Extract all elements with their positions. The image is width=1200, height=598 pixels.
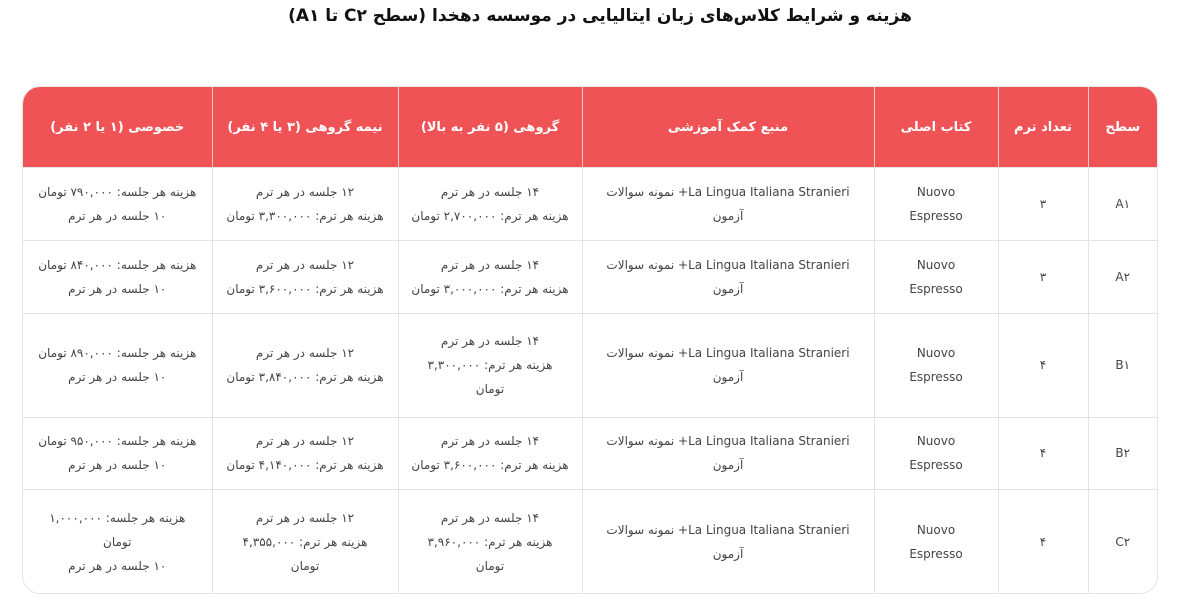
semi-group-price-cell: [212, 417, 398, 490]
table-row: [23, 417, 1157, 490]
terms-cell: [998, 168, 1088, 241]
private-price-line: ۱۰ جلسه در هر ترم: [68, 558, 167, 573]
level-value: C۲: [1115, 534, 1131, 549]
level-cell: [1088, 240, 1157, 313]
group-price-line: ۱۴ جلسه در هر ترم: [440, 184, 540, 199]
terms-cell: [998, 313, 1088, 417]
private-price-line: ۱۰ جلسه در هر ترم: [68, 208, 167, 223]
private-price-line: هزینه هر جلسه: ۹۵۰,۰۰۰ تومان: [38, 434, 197, 449]
semi-group-price-line: هزینه هر ترم: ۳,۸۴۰,۰۰۰ تومان: [226, 370, 384, 385]
main-book-cell: [874, 417, 998, 490]
group-price-cell: [398, 417, 582, 490]
private-price-line: ۱۰ جلسه در هر ترم: [68, 281, 167, 296]
header-main-book: کتاب اصلی: [874, 87, 998, 168]
private-price-line: هزینه هر جلسه: ۸۴۰,۰۰۰ تومان: [38, 257, 197, 272]
main-book-cell: [874, 168, 998, 241]
terms-cell: [998, 490, 1088, 593]
resource-line: La Lingua Italiana Stranieri+ نمونه سوالات: [606, 257, 850, 272]
resource-line: آزمون: [712, 281, 744, 296]
table-row: [23, 490, 1157, 593]
header-private: خصوصی (۱ یا ۲ نفر): [23, 87, 212, 168]
private-price-line: هزینه هر جلسه: ۷۹۰,۰۰۰ تومان: [38, 184, 197, 199]
book-line: Espresso: [909, 546, 963, 561]
terms-value: ۴: [1039, 534, 1047, 549]
group-price-line: هزینه هر ترم: ۲,۷۰۰,۰۰۰ تومان: [411, 208, 569, 223]
private-price-cell: [23, 240, 212, 313]
book-line: Nuovo: [916, 522, 956, 537]
pricing-table: [22, 86, 1158, 594]
semi-group-price-line: ۱۲ جلسه در هر ترم: [255, 346, 355, 361]
private-price-cell: [23, 313, 212, 417]
level-cell: [1088, 417, 1157, 490]
book-line: Espresso: [909, 370, 963, 385]
header-resource: منبع کمک آموزشی: [582, 87, 874, 168]
main-book-cell: [874, 240, 998, 313]
resource-line: آزمون: [712, 208, 744, 223]
resource-line: آزمون: [712, 546, 744, 561]
semi-group-price-line: هزینه هر ترم: ۳,۳۰۰,۰۰۰ تومان: [226, 208, 384, 223]
semi-group-price-line: ۱۲ جلسه در هر ترم: [255, 184, 355, 199]
group-price-cell: [398, 168, 582, 241]
terms-value: ۳: [1039, 269, 1047, 284]
table-header-row: [23, 87, 1157, 168]
book-line: Espresso: [909, 458, 963, 473]
table-row: [23, 313, 1157, 417]
resource-cell: [582, 313, 874, 417]
group-price-line: تومان: [475, 558, 505, 573]
group-price-line: ۱۴ جلسه در هر ترم: [440, 434, 540, 449]
resource-line: La Lingua Italiana Stranieri+ نمونه سوالات: [606, 346, 850, 361]
level-value: A۲: [1115, 269, 1131, 284]
resource-cell: [582, 240, 874, 313]
semi-group-price-line: ۱۲ جلسه در هر ترم: [255, 434, 355, 449]
resource-cell: [582, 168, 874, 241]
private-price-line: ۱۰ جلسه در هر ترم: [68, 370, 167, 385]
terms-cell: [998, 240, 1088, 313]
semi-group-price-line: هزینه هر ترم: ۴,۳۵۵,۰۰۰: [242, 534, 368, 549]
group-price-cell: [398, 240, 582, 313]
terms-value: ۴: [1039, 446, 1047, 461]
level-cell: [1088, 490, 1157, 593]
semi-group-price-cell: [212, 313, 398, 417]
private-price-line: هزینه هر جلسه: ۱,۰۰۰,۰۰۰: [49, 510, 186, 525]
private-price-cell: [23, 490, 212, 593]
resource-line: آزمون: [712, 370, 744, 385]
group-price-line: تومان: [475, 382, 505, 397]
semi-group-price-line: هزینه هر ترم: ۴,۱۴۰,۰۰۰ تومان: [226, 458, 384, 473]
private-price-line: تومان: [103, 534, 132, 549]
table-row: [23, 168, 1157, 241]
group-price-line: ۱۴ جلسه در هر ترم: [440, 334, 540, 349]
resource-cell: [582, 490, 874, 593]
semi-group-price-line: ۱۲ جلسه در هر ترم: [255, 510, 355, 525]
group-price-line: هزینه هر ترم: ۳,۹۶۰,۰۰۰: [427, 534, 553, 549]
semi-group-price-line: ۱۲ جلسه در هر ترم: [255, 257, 355, 272]
group-price-line: هزینه هر ترم: ۳,۳۰۰,۰۰۰: [427, 358, 553, 373]
resource-line: La Lingua Italiana Stranieri+ نمونه سوالات: [606, 184, 850, 199]
header-terms: تعداد ترم: [998, 87, 1088, 168]
level-cell: [1088, 313, 1157, 417]
level-value: A۱: [1115, 196, 1131, 211]
book-line: Espresso: [909, 208, 963, 223]
semi-group-price-cell: [212, 490, 398, 593]
book-line: Nuovo: [916, 346, 956, 361]
resource-line: La Lingua Italiana Stranieri+ نمونه سوالات: [606, 434, 850, 449]
book-line: Espresso: [909, 281, 963, 296]
book-line: Nuovo: [916, 184, 956, 199]
header-group: گروهی (۵ نفر به بالا): [398, 87, 582, 168]
header-level: سطح: [1088, 87, 1157, 168]
header-semi-group: نیمه گروهی (۳ یا ۴ نفر): [212, 87, 398, 168]
private-price-cell: [23, 417, 212, 490]
group-price-line: هزینه هر ترم: ۳,۶۰۰,۰۰۰ تومان: [411, 458, 569, 473]
semi-group-price-cell: [212, 168, 398, 241]
main-book-cell: [874, 313, 998, 417]
resource-line: La Lingua Italiana Stranieri+ نمونه سوالات: [606, 522, 850, 537]
group-price-line: ۱۴ جلسه در هر ترم: [440, 257, 540, 272]
private-price-line: هزینه هر جلسه: ۸۹۰,۰۰۰ تومان: [38, 346, 197, 361]
table-row: [23, 240, 1157, 313]
resource-line: آزمون: [712, 458, 744, 473]
group-price-line: ۱۴ جلسه در هر ترم: [440, 510, 540, 525]
private-price-line: ۱۰ جلسه در هر ترم: [68, 458, 167, 473]
private-price-cell: [23, 168, 212, 241]
resource-cell: [582, 417, 874, 490]
group-price-cell: [398, 490, 582, 593]
terms-value: ۴: [1039, 358, 1047, 373]
page-title: هزینه و شرایط کلاس‌های زبان ایتالیایی در موسسه دهخدا (سطح C۲ تا A۱): [288, 6, 912, 26]
group-price-cell: [398, 313, 582, 417]
book-line: Nuovo: [916, 434, 956, 449]
semi-group-price-line: تومان: [290, 558, 320, 573]
semi-group-price-cell: [212, 240, 398, 313]
main-book-cell: [874, 490, 998, 593]
semi-group-price-line: هزینه هر ترم: ۳,۶۰۰,۰۰۰ تومان: [226, 281, 384, 296]
book-line: Nuovo: [916, 257, 956, 272]
terms-value: ۳: [1039, 196, 1047, 211]
level-cell: [1088, 168, 1157, 241]
group-price-line: هزینه هر ترم: ۳,۰۰۰,۰۰۰ تومان: [411, 281, 569, 296]
terms-cell: [998, 417, 1088, 490]
level-value: B۱: [1115, 358, 1131, 373]
level-value: B۲: [1115, 446, 1131, 461]
